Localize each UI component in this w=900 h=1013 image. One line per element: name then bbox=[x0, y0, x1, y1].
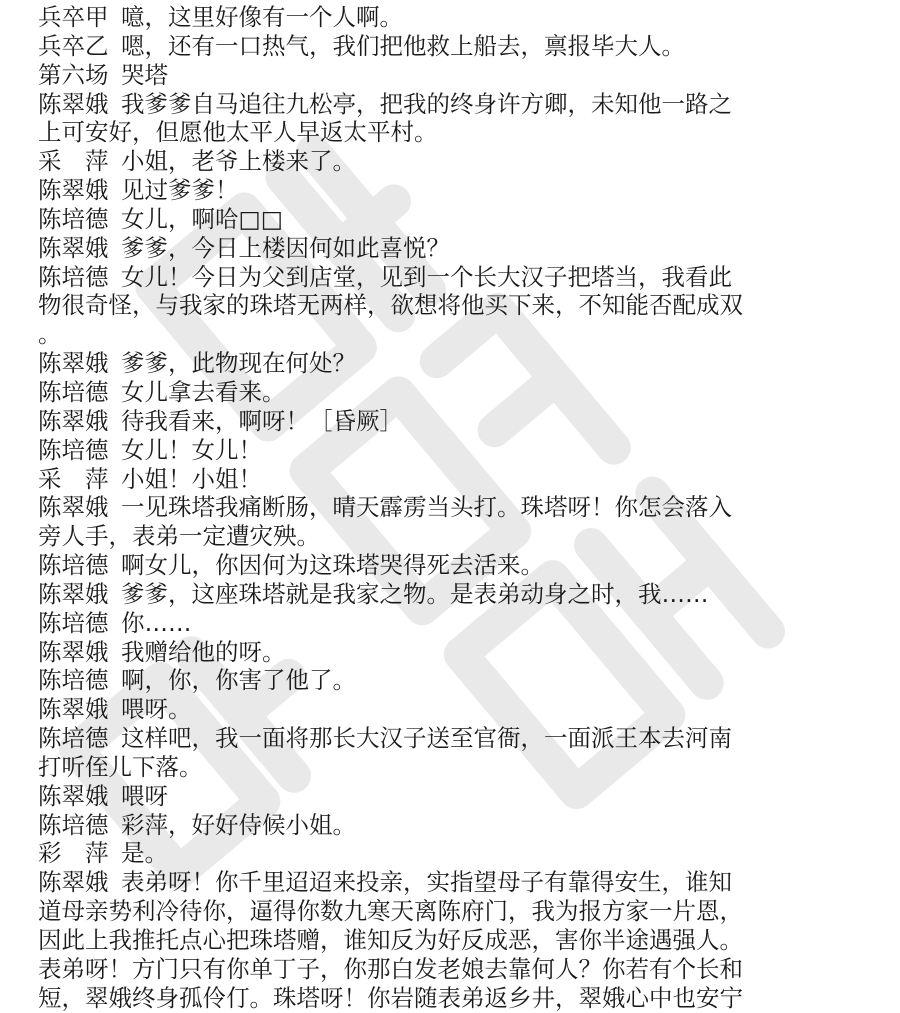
dialogue-line bbox=[38, 609, 883, 638]
continuation-line bbox=[38, 926, 883, 955]
line-text: 小姐！小姐！ bbox=[121, 464, 262, 493]
dialogue-line bbox=[38, 3, 883, 32]
dialogue-line bbox=[38, 666, 883, 695]
speaker-name: 陈翠娥 bbox=[38, 637, 109, 666]
dialogue-line bbox=[38, 724, 883, 753]
line-text: 女儿！今日为父到店堂，见到一个长大汉子把塔当，我看此 bbox=[121, 262, 732, 291]
line-text: 你…… bbox=[121, 608, 192, 637]
speaker-name: 陈培德 bbox=[38, 435, 109, 464]
continuation-line bbox=[38, 118, 883, 147]
line-text: 一见珠塔我痛断肠，晴天霹雳当头打。珠塔呀！你怎会落入 bbox=[121, 493, 732, 522]
dialogue-line bbox=[38, 176, 883, 205]
dialogue-line bbox=[38, 580, 883, 609]
dialogue-line bbox=[38, 349, 883, 378]
line-text: 爹爹，今日上楼因何如此喜悦？ bbox=[121, 233, 450, 262]
continuation-line bbox=[38, 291, 883, 320]
dialogue-line bbox=[38, 465, 883, 494]
line-text: 道母亲势利冷待你，逼得你数九寒天离陈府门，我为报方家一片恩， bbox=[38, 897, 743, 926]
dialogue-line bbox=[38, 638, 883, 667]
speaker-name: 陈培德 bbox=[38, 551, 109, 580]
dialogue-line bbox=[38, 407, 883, 436]
line-text: 我爹爹自马追往九松亭，把我的终身许方卿，未知他一路之 bbox=[121, 89, 732, 118]
line-text: 我赠给他的呀。 bbox=[121, 637, 286, 666]
speaker-name: 陈培德 bbox=[38, 608, 109, 637]
dialogue-line bbox=[38, 493, 883, 522]
line-text: 啊女儿，你因何为这珠塔哭得死去活来。 bbox=[121, 551, 544, 580]
dialogue-line bbox=[38, 436, 883, 465]
speaker-name: 陈翠娥 bbox=[38, 579, 109, 608]
speaker-name: 第六场 bbox=[38, 60, 109, 89]
speaker-name: 陈培德 bbox=[38, 724, 109, 753]
line-text: 喂呀 bbox=[121, 781, 168, 810]
dialogue-line bbox=[38, 551, 883, 580]
line-text: 旁人手，表弟一定遭灾殃。 bbox=[38, 522, 320, 551]
speaker-name: 彩 萍 bbox=[38, 839, 109, 868]
line-text: 啊，你，你害了他了。 bbox=[121, 666, 356, 695]
line-text: 爹爹，这座珠塔就是我家之物。是表弟动身之时，我…… bbox=[121, 579, 709, 608]
continuation-line bbox=[38, 320, 883, 349]
dialogue-line bbox=[38, 263, 883, 292]
line-text: 短，翠娥终身孤伶仃。珠塔呀！你岩随表弟返乡井，翠娥心中也安宁 bbox=[38, 983, 743, 1012]
dialogue-line bbox=[38, 782, 883, 811]
continuation-line bbox=[38, 522, 883, 551]
speaker-name: 陈培德 bbox=[38, 810, 109, 839]
line-text: 哭塔 bbox=[121, 60, 168, 89]
dialogue-line bbox=[38, 811, 883, 840]
line-text: 因此上我推托点心把珠塔赠，谁知反为好反成恶，害你半途遇强人。 bbox=[38, 926, 743, 954]
line-text: 女儿，啊哈□□ bbox=[121, 204, 283, 233]
line-text: 打听侄儿下落。 bbox=[38, 752, 203, 781]
dialogue-line bbox=[38, 61, 883, 90]
continuation-line bbox=[38, 753, 883, 782]
line-text: 女儿！女儿！ bbox=[121, 435, 262, 464]
line-text: 。 bbox=[38, 320, 62, 349]
speaker-name: 兵卒乙 bbox=[38, 31, 109, 60]
dialogue-line bbox=[38, 868, 883, 897]
line-text: 上可安好，但愿他太平人早返太平村。 bbox=[38, 118, 438, 147]
speaker-name: 陈培德 bbox=[38, 262, 109, 291]
line-text: 这样吧，我一面将那长大汉子送至官衙，一面派王本去河南 bbox=[121, 724, 732, 753]
dialogue-line bbox=[38, 90, 883, 119]
line-text: 噫，这里好像有一个人啊。 bbox=[121, 3, 403, 31]
speaker-name: 陈翠娥 bbox=[38, 781, 109, 810]
speaker-name: 兵卒甲 bbox=[38, 3, 109, 31]
speaker-name: 陈翠娥 bbox=[38, 349, 109, 378]
line-text: 女儿拿去看来。 bbox=[121, 377, 286, 406]
speaker-name: 陈翠娥 bbox=[38, 233, 109, 262]
speaker-name: 采 萍 bbox=[38, 464, 109, 493]
speaker-name: 采 萍 bbox=[38, 147, 109, 176]
line-text: 物很奇怪，与我家的珠塔无两样，欲想将他买下来，不知能否配成双 bbox=[38, 291, 743, 320]
continuation-line bbox=[38, 984, 883, 1013]
continuation-line bbox=[38, 955, 883, 984]
speaker-name: 陈翠娥 bbox=[38, 89, 109, 118]
speaker-name: 陈培德 bbox=[38, 204, 109, 233]
line-text: 待我看来，啊呀！［昏厥］ bbox=[121, 406, 403, 435]
line-text: 喂呀。 bbox=[121, 695, 192, 724]
speaker-name: 陈培德 bbox=[38, 377, 109, 406]
line-text: 彩萍，好好侍候小姐。 bbox=[121, 810, 356, 839]
line-text: 爹爹，此物现在何处？ bbox=[121, 349, 356, 378]
continuation-line bbox=[38, 897, 883, 926]
speaker-name: 陈翠娥 bbox=[38, 406, 109, 435]
speaker-name: 陈翠娥 bbox=[38, 695, 109, 724]
dialogue-line bbox=[38, 839, 883, 868]
line-text: 见过爹爹！ bbox=[121, 176, 239, 205]
dialogue-line bbox=[38, 205, 883, 234]
speaker-name: 陈培德 bbox=[38, 666, 109, 695]
speaker-name: 陈翠娥 bbox=[38, 493, 109, 522]
line-text: 嗯，还有一口热气，我们把他救上船去，禀报毕大人。 bbox=[121, 31, 685, 60]
line-text: 小姐，老爷上楼来了。 bbox=[121, 147, 356, 176]
dialogue-line bbox=[38, 234, 883, 263]
line-text: 表弟呀！你千里迢迢来投亲，实指望母子有靠得安生，谁知 bbox=[121, 868, 732, 897]
speaker-name: 陈翠娥 bbox=[38, 176, 109, 205]
dialogue-line bbox=[38, 695, 883, 724]
dialogue-line bbox=[38, 32, 883, 61]
line-text: 表弟呀！方门只有你单丁子，你那白发老娘去靠何人？你若有个长和 bbox=[38, 954, 743, 983]
line-text: 是。 bbox=[121, 839, 168, 868]
dialogue-line bbox=[38, 147, 883, 176]
speaker-name: 陈翠娥 bbox=[38, 868, 109, 897]
dialogue-line bbox=[38, 378, 883, 407]
